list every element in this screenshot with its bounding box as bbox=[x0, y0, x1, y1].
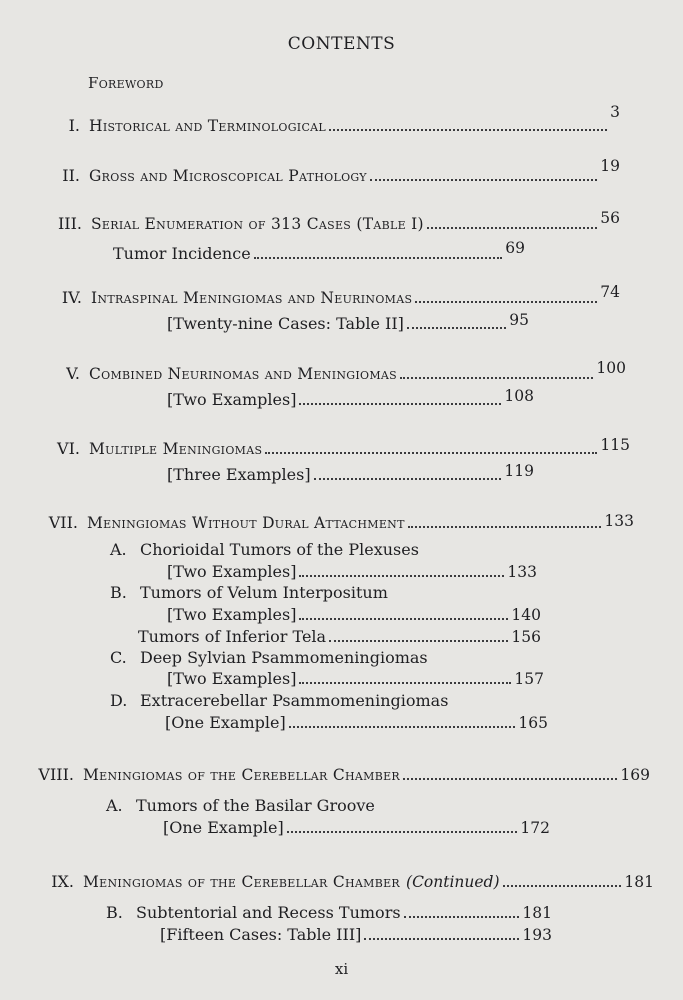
chapter-number: IX. bbox=[51, 872, 74, 891]
subentry-text: Tumors of Velum Interpositum bbox=[140, 583, 388, 602]
dot-leader bbox=[415, 300, 597, 303]
subentry-text: Extracerebellar Psammomeningiomas bbox=[140, 691, 449, 710]
toc-chapter-8 bbox=[24, 765, 650, 784]
dot-leader bbox=[329, 639, 508, 642]
dot-leader bbox=[427, 226, 597, 229]
chapter-title-note: (Continued) bbox=[406, 873, 500, 891]
page-number: 115 bbox=[600, 436, 630, 454]
subentry-text: Tumors of Inferior Tela bbox=[138, 627, 327, 646]
page-number: 100 bbox=[596, 359, 626, 377]
page-title: CONTENTS bbox=[287, 34, 396, 54]
dot-leader bbox=[299, 402, 501, 405]
toc-subentry bbox=[160, 925, 552, 944]
dot-leader bbox=[289, 725, 516, 728]
toc-subentry bbox=[165, 713, 548, 732]
page-number: 95 bbox=[509, 311, 529, 329]
chapter-title: Meningiomas of the Cerebellar Chamber bbox=[83, 873, 401, 891]
chapter-title: Serial Enumeration of 313 Cases (Table I) bbox=[91, 215, 424, 233]
chapter-title: Intraspinal Meningiomas and Neurinomas bbox=[91, 289, 413, 307]
subentry-text: [Two Examples] bbox=[167, 669, 297, 688]
show-through-text bbox=[440, 92, 445, 110]
page-number: 181 bbox=[522, 904, 552, 922]
foreword-label: Foreword bbox=[88, 74, 164, 92]
toc-subentry bbox=[167, 605, 541, 624]
subentry-text: Chorioidal Tumors of the Plexuses bbox=[140, 540, 419, 559]
chapter-number: VI. bbox=[57, 439, 80, 458]
page-number: 69 bbox=[505, 239, 525, 257]
dot-leader bbox=[400, 376, 593, 379]
chapter-number: III. bbox=[57, 214, 82, 233]
subentry-text: Tumor Incidence bbox=[113, 244, 251, 263]
chapter-number: V. bbox=[66, 364, 80, 383]
page-number: 172 bbox=[520, 819, 550, 837]
subentry-text: [Twenty-nine Cases: Table II] bbox=[167, 314, 404, 333]
dot-leader bbox=[407, 326, 506, 329]
toc-subentry bbox=[110, 583, 388, 602]
page-number: 156 bbox=[511, 628, 541, 646]
page-number: 108 bbox=[504, 387, 534, 405]
page-number: 181 bbox=[624, 873, 654, 891]
toc-subentry bbox=[110, 691, 448, 710]
subentry-text: [Two Examples] bbox=[167, 562, 297, 581]
subentry-text: Subtentorial and Recess Tumors bbox=[136, 903, 401, 922]
page-footer-number: xi bbox=[334, 960, 349, 978]
dot-leader bbox=[364, 937, 519, 940]
chapter-number: I. bbox=[68, 116, 80, 135]
chapter-title: Meningiomas of the Cerebellar Chamber bbox=[83, 766, 401, 784]
toc-chapter-1 bbox=[50, 103, 620, 135]
subentry-text: [One Example] bbox=[163, 818, 284, 837]
dot-leader bbox=[404, 915, 520, 918]
page-number: 193 bbox=[522, 926, 552, 944]
toc-subentry bbox=[163, 818, 550, 837]
dot-leader bbox=[503, 884, 622, 887]
subentry-text: Tumors of the Basilar Groove bbox=[136, 796, 375, 815]
subentry-text: [Two Examples] bbox=[167, 390, 297, 409]
subentry-letter: B. bbox=[106, 903, 123, 922]
toc-subentry bbox=[167, 562, 537, 581]
toc-subentry bbox=[138, 627, 541, 646]
chapter-title: Combined Neurinomas and Meningiomas bbox=[89, 365, 397, 383]
toc-subentry bbox=[110, 648, 428, 667]
chapter-title: Historical and Terminological bbox=[89, 117, 327, 135]
dot-leader bbox=[329, 128, 607, 131]
page-number: 119 bbox=[504, 462, 534, 480]
toc-chapter-6 bbox=[50, 436, 630, 458]
subentry-letter: B. bbox=[110, 583, 127, 602]
chapter-title: Multiple Meningiomas bbox=[89, 440, 263, 458]
dot-leader bbox=[287, 830, 518, 833]
toc-subentry bbox=[110, 540, 419, 559]
toc-chapter-5 bbox=[58, 359, 626, 383]
chapter-number: IV. bbox=[61, 288, 82, 307]
page-number: 140 bbox=[511, 606, 541, 624]
toc-foreword bbox=[88, 74, 164, 92]
chapter-title: Meningiomas Without Dural Attachment bbox=[87, 514, 405, 532]
toc-chapter-4 bbox=[50, 283, 620, 307]
page-number: 133 bbox=[604, 512, 634, 530]
subentry-letter: A. bbox=[106, 796, 123, 815]
dot-leader bbox=[403, 777, 617, 780]
subentry-letter: A. bbox=[110, 540, 127, 559]
page-number: 56 bbox=[600, 209, 620, 227]
dot-leader bbox=[265, 451, 597, 454]
toc-chapter-3 bbox=[48, 209, 620, 233]
dot-leader bbox=[254, 256, 503, 259]
page-number: 169 bbox=[620, 766, 650, 784]
subentry-text: [Three Examples] bbox=[167, 465, 311, 484]
subentry-text: [One Example] bbox=[165, 713, 286, 732]
page-number: 133 bbox=[507, 563, 537, 581]
toc-subentry bbox=[167, 311, 529, 333]
subentry-text: Deep Sylvian Psammomeningiomas bbox=[140, 648, 428, 667]
page-number: 3 bbox=[610, 103, 620, 121]
page-number: 157 bbox=[514, 670, 544, 688]
dot-leader bbox=[299, 617, 508, 620]
chapter-number: VIII. bbox=[38, 765, 74, 784]
toc-chapter-7 bbox=[38, 513, 634, 532]
dot-leader bbox=[314, 477, 502, 480]
subentry-letter: D. bbox=[110, 691, 128, 710]
toc-subentry bbox=[167, 387, 534, 409]
dot-leader bbox=[408, 525, 602, 528]
chapter-title: Gross and Microscopical Pathology bbox=[89, 167, 367, 185]
toc-chapter-2 bbox=[50, 157, 620, 185]
subentry-text: [Two Examples] bbox=[167, 605, 297, 624]
toc-subentry bbox=[167, 669, 544, 688]
toc-subentry bbox=[167, 462, 534, 484]
toc-subentry bbox=[113, 239, 525, 263]
dot-leader bbox=[370, 178, 597, 181]
dot-leader bbox=[299, 681, 511, 684]
page-number: 19 bbox=[600, 157, 620, 175]
toc-subentry bbox=[106, 903, 552, 922]
toc-chapter-9 bbox=[38, 872, 654, 891]
page-number: 74 bbox=[600, 283, 620, 301]
subentry-text: [Fifteen Cases: Table III] bbox=[160, 925, 362, 944]
page-number: 165 bbox=[518, 714, 548, 732]
chapter-number: II. bbox=[62, 166, 80, 185]
subentry-letter: C. bbox=[110, 648, 127, 667]
dot-leader bbox=[299, 574, 504, 577]
chapter-number: VII. bbox=[48, 513, 78, 532]
toc-subentry bbox=[106, 796, 375, 815]
